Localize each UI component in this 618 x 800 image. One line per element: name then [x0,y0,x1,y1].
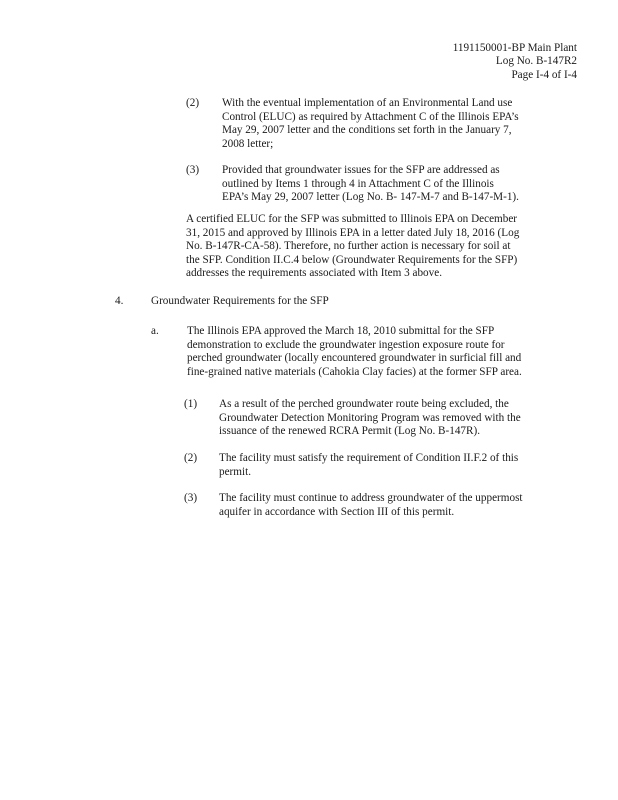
section-number: 4. [115,295,124,307]
item-number: (2) [186,97,200,109]
subsection-line: The Illinois EPA approved the March 18, 2010 submittal for the SFP [187,325,495,337]
item-number: (3) [186,164,200,176]
item-line: The facility must satisfy the requirement of Condition II.F.2 of this [219,452,519,464]
item-line: May 29, 2007 letter and the conditions set forth in the January 7, [222,124,512,137]
item-text [219,398,521,439]
subsection-letter: a. [151,325,159,337]
item-line: EPA’s May 29, 2007 letter (Log No. B- 147-M-7 and B-147-M-1). [222,191,519,204]
document-header [453,42,577,82]
header-log-number: Log No. B-147R2 [495,55,577,68]
item-line: With the eventual implementation of an Environmental Land use [222,97,513,109]
paragraph-line: the SFP. Condition II.C.4 below (Groundwater Requirements for the SFP) [186,253,518,266]
item-text [222,164,519,205]
item-text [222,97,519,151]
header-page-number: Page I-4 of I-4 [511,68,577,81]
subsection-line: demonstration to exclude the groundwater ingestion exposure route for [187,338,505,351]
subsection-line: perched groundwater (locally encountered groundwater in surficial fill and [187,352,522,365]
item-line: The facility must continue to address groundwater of the uppermost [219,492,523,504]
paragraph-line: A certified ELUC for the SFP was submitted to Illinois EPA on December [186,213,518,225]
header-permit-id: 1191150001-BP Main Plant [452,42,577,54]
subsection-line: fine-grained native materials (Cahokia Clay facies) at the former SFP area. [187,365,522,378]
eluc-paragraph [186,213,586,281]
item-line: outlined by Items 1 through 4 in Attachment C of the Illinois [222,177,494,190]
item-number: (1) [184,398,198,410]
item-number: (2) [184,452,198,464]
item-line: Control (ELUC) as required by Attachment C of the Illinois EPA’s [222,110,519,123]
item-line: aquifer in accordance with Section III of this permit. [219,505,455,518]
paragraph-line: 31, 2015 and approved by Illinois EPA in a letter dated July 18, 2016 (Log [186,226,520,239]
item-line: As a result of the perched groundwater route being excluded, the [219,398,509,410]
item-line: permit. [219,465,252,478]
item-text [219,452,518,479]
item-text [219,492,523,519]
section-title: Groundwater Requirements for the SFP [151,295,329,307]
paragraph-line: addresses the requirements associated with Item 3 above. [186,267,442,280]
item-line: issuance of the renewed RCRA Permit (Log No. B-147R). [219,425,480,438]
item-line: 2008 letter; [222,137,274,150]
item-line: Provided that groundwater issues for the SFP are addressed as [222,164,500,176]
subsection-text [187,325,522,379]
item-number: (3) [184,492,198,504]
item-line: Groundwater Detection Monitoring Program was removed with the [219,411,521,424]
paragraph-line: No. B-147R-CA-58). Therefore, no further action is necessary for soil at [186,240,511,253]
